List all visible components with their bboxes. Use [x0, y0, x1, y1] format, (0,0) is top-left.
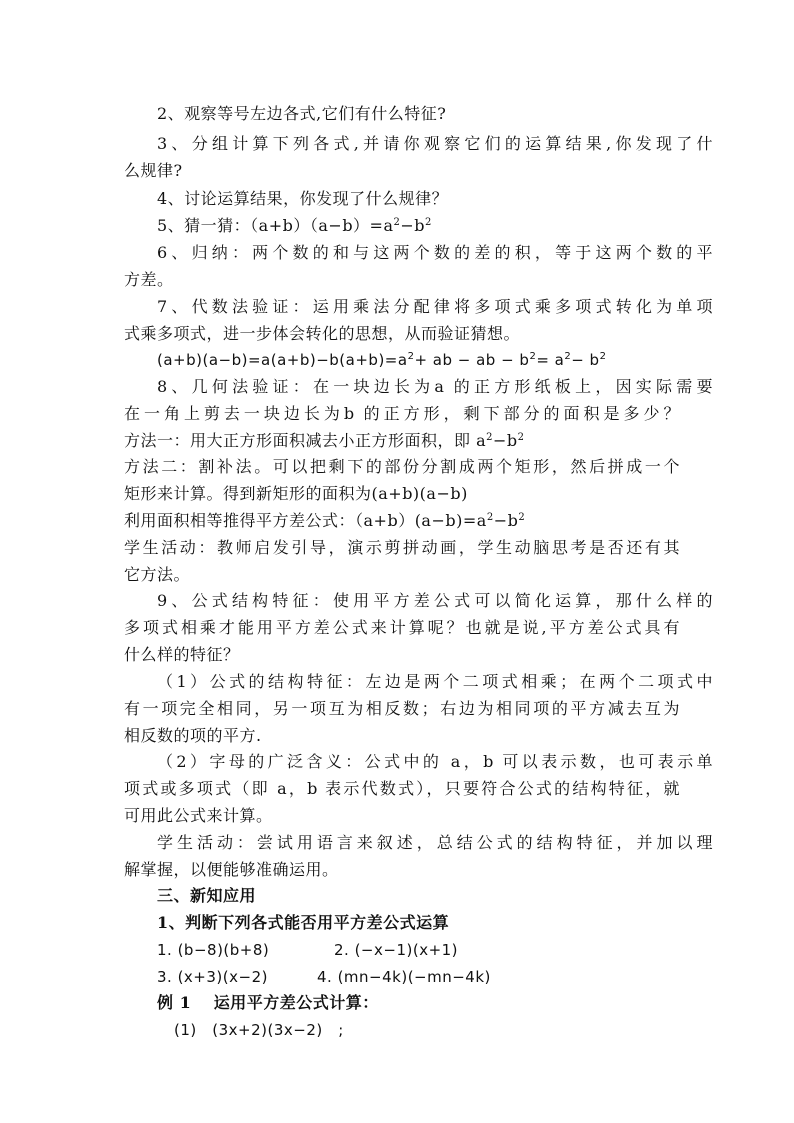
superscript: 2	[517, 432, 525, 443]
text-line: 相反数的项的平方.	[124, 726, 262, 745]
exercise-item: 3. (x+3)(x−2)	[157, 968, 268, 986]
text-line: 8、几何法验证：在一块边长为a 的正方形纸板上，因实际需要	[157, 377, 713, 396]
text-span: 方法一：用大正方形面积减去小正方形面积，即 a	[124, 431, 487, 450]
text-line: 方差。	[124, 270, 174, 289]
superscript: 2	[393, 217, 401, 228]
superscript: 2	[425, 217, 432, 228]
text-line: 6、归纳：两个数的和与这两个数的差的积，等于这两个数的平	[157, 243, 713, 262]
formula-line	[157, 213, 713, 239]
text-span: 5、猜一猜：（a+b）（a−b）=a	[157, 216, 394, 235]
section-heading: 三、新知应用	[157, 886, 257, 905]
superscript: 2	[407, 351, 415, 362]
superscript: 2	[486, 512, 494, 523]
example-heading: 例 1 运用平方差公式计算：	[157, 993, 379, 1012]
text-span: 利用面积相等推得平方差公式：（a+b）(a−b)=a	[124, 511, 487, 530]
text-line: （1）公式的结构特征：左边是两个二项式相乘；在两个二项式中	[157, 672, 713, 691]
text-line: 1、判断下列各式能否用平方差公式运算	[157, 913, 450, 932]
formula-line	[157, 347, 713, 373]
text-line: 4、讨论运算结果，你发现了什么规律？	[157, 189, 449, 208]
text-line: （2）字母的广泛含义：公式中的 a，b 可以表示数，也可表示单	[157, 752, 713, 771]
text-line: 式乘多项式，进一步体会转化的思想，从而验证猜想。	[124, 324, 521, 343]
text-line: 学生活动：教师启发引导，演示剪拼动画，学生动脑思考是否还有其	[124, 538, 680, 557]
superscript: 2	[599, 351, 607, 362]
text-line: 学生活动：尝试用语言来叙述，总结公式的结构特征，并加以理	[157, 833, 713, 852]
superscript: 2	[486, 432, 494, 443]
exercise-item: 4. (mn−4k)(−mn−4k)	[317, 968, 491, 986]
exercise-item: 2. (−x−1)(x+1)	[334, 941, 459, 959]
text-span: −b	[400, 216, 426, 235]
example-item: (1) (3x+2)(3x−2) ;	[174, 1021, 344, 1039]
formula-line	[124, 508, 680, 534]
superscript: 2	[564, 351, 572, 362]
superscript: 2	[529, 351, 537, 362]
text-line: 7、代数法验证：运用乘法分配律将多项式乘多项式转化为单项	[157, 297, 713, 316]
text-line: 有一项完全相同，另一项互为相反数；右边为相同项的平方减去互为	[124, 699, 680, 718]
text-span: −b	[493, 511, 519, 530]
text-line: 多项式相乘才能用平方差公式来计算呢？也就是说,平方差公式具有	[124, 618, 680, 637]
text-line: 项式或多项式（即 a，b 表示代数式），只要符合公式的结构特征，就	[124, 779, 680, 798]
text-line: 什么样的特征？	[124, 645, 240, 664]
formula-line	[124, 428, 680, 454]
text-line: 可用此公式来计算。	[124, 806, 273, 825]
exercise-item: 1. (b−8)(b+8)	[157, 941, 270, 959]
text-line: 它方法。	[124, 565, 191, 584]
superscript: 2	[518, 512, 526, 523]
text-line: 么规律?	[124, 161, 183, 180]
text-line: 2、观察等号左边各式,它们有什么特征?	[157, 104, 447, 123]
text-line: 解掌握，以便能够准确运用。	[124, 860, 339, 879]
text-line: 9、公式结构特征：使用平方差公式可以简化运算，那什么样的	[157, 591, 713, 610]
text-line: 矩形来计算。得到新矩形的面积为(a+b)(a−b)	[124, 484, 468, 503]
text-span: −b	[493, 431, 518, 450]
text-line: 方法二：割补法。可以把剩下的部份分割成两个矩形，然后拼成一个	[124, 457, 680, 476]
text-line: 3、分组计算下列各式,并请你观察它们的运算结果,你发现了什	[157, 134, 713, 153]
text-span: = a	[536, 351, 565, 369]
text-span: (a+b)(a−b)=a(a+b)−b(a+b)=a	[157, 351, 408, 369]
text-span: + ab − ab − b	[414, 351, 530, 369]
text-line: 在一角上剪去一块边长为b 的正方形，剩下部分的面积是多少？	[124, 404, 680, 423]
text-span: − b	[571, 351, 600, 369]
